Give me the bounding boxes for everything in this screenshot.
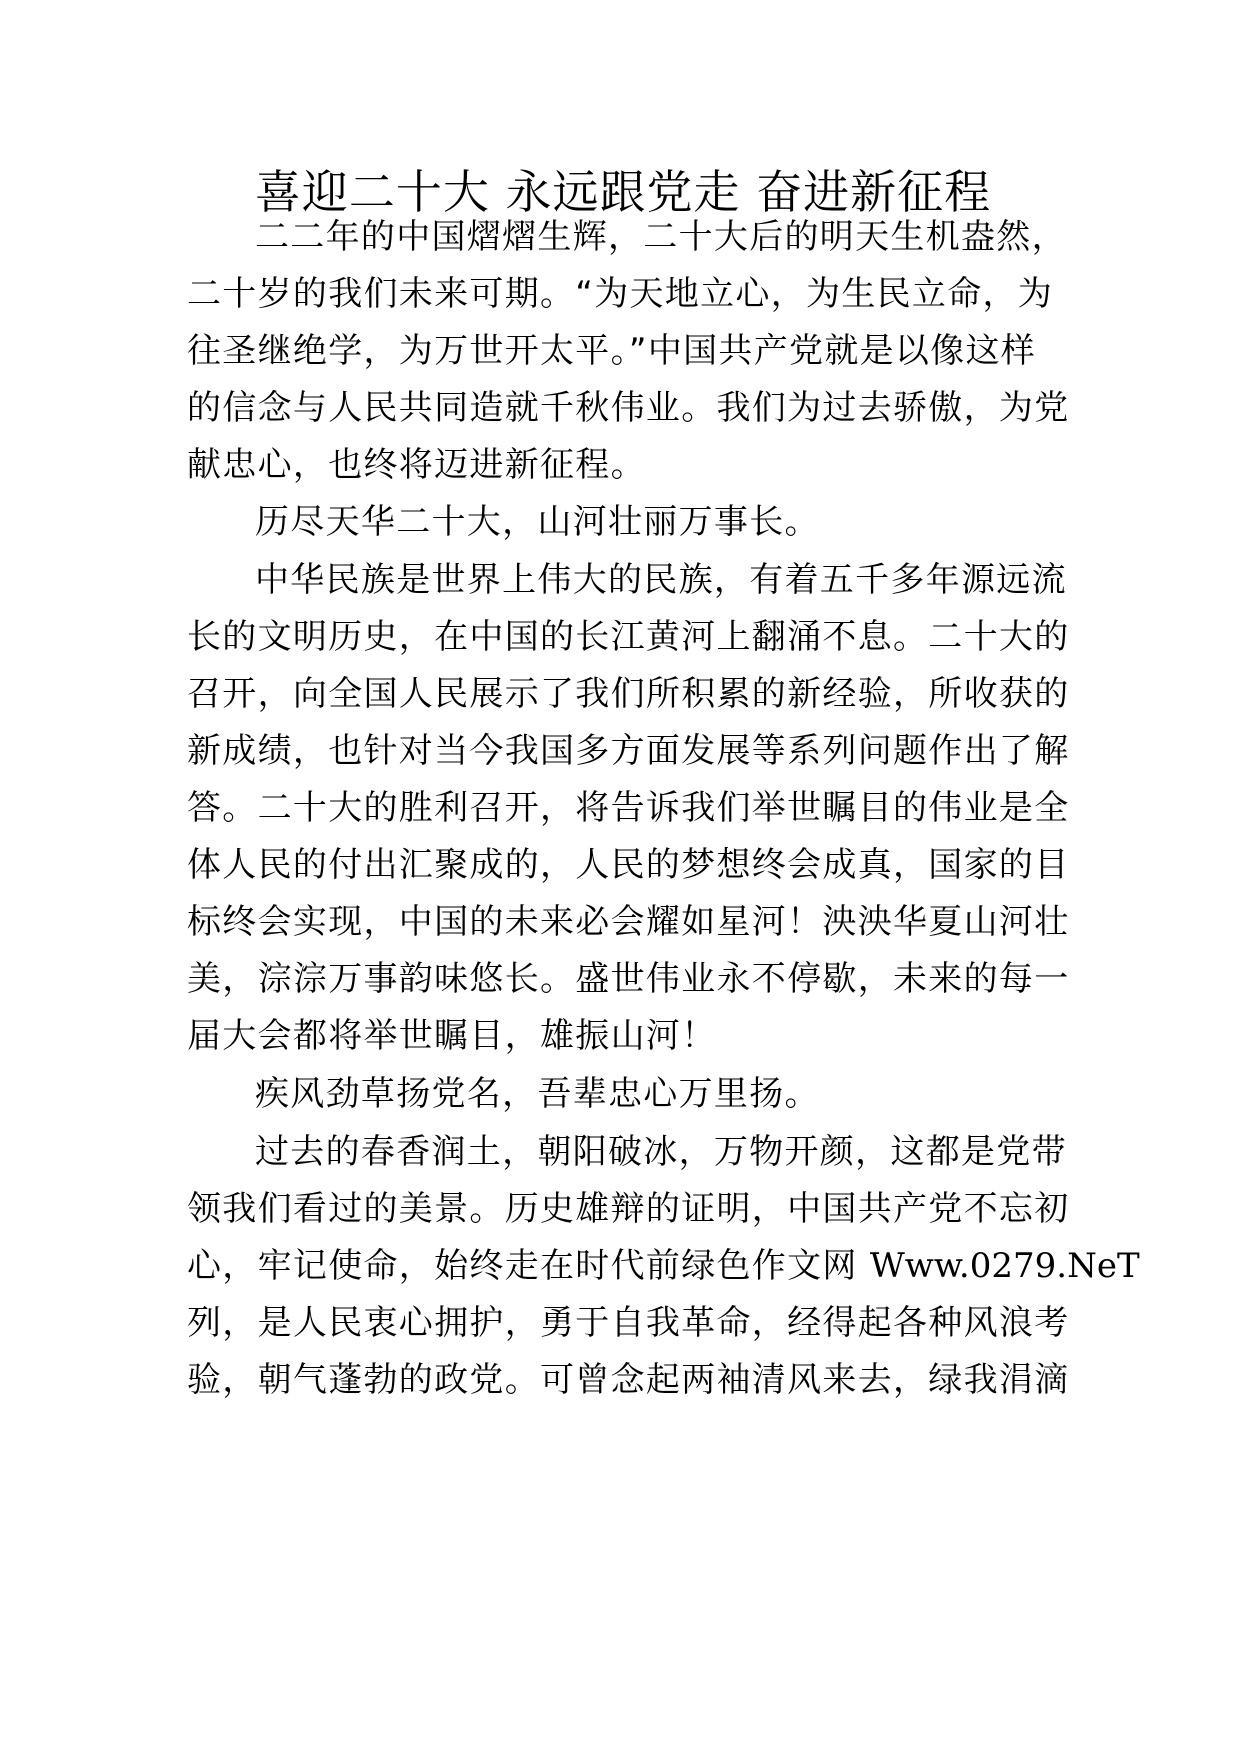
paragraph-2-line-4: 新成绩，也针对当今我国多方面发展等系列问题作出了解 [187,731,1070,771]
paragraph-2-line-8: 美，淙淙万事韵味悠长。盛世伟业永不停歇，未来的每一 [187,959,1070,999]
paragraph-3-line-1: 过去的春香润土，朝阳破冰，万物开颜，这都是党带 [255,1132,1067,1172]
paragraph-1-line-2: 二十岁的我们未来可期。“为天地立心，为生民立命，为 [187,274,1054,314]
website-text: Www.0279.NeT [869,1246,1140,1286]
paragraph-3-line-4: 列，是人民衷心拥护，勇于自我革命，经得起各种风浪考 [187,1303,1070,1343]
paragraph-1-line-5: 献忠心，也终将迈进新征程。 [187,445,646,485]
paragraph-2-line-7: 标终会实现，中国的未来必会耀如星河！泱泱华夏山河壮 [187,902,1070,942]
paragraph-1-line-1: 二二年的中国熠熠生辉，二十大后的明天生机盎然， [255,217,1067,257]
paragraph-3-line-5: 验，朝气蓬勃的政党。可曾念起两袖清风来去，绿我涓滴 [187,1360,1070,1400]
paragraph-2-line-5: 答。二十大的胜利召开，将告诉我们举世瞩目的伟业是全 [187,788,1070,828]
document-title: 喜迎二十大 永远跟党走 奋进新征程 [254,165,992,219]
paragraph-2-line-3: 召开，向全国人民展示了我们所积累的新经验，所收获的 [187,674,1070,714]
section-heading-2: 疾风劲草扬党名，吾辈忠心万里扬。 [255,1074,820,1114]
paragraph-2-line-9: 届大会都将举世瞩目，雄振山河！ [187,1016,717,1056]
paragraph-2-line-2: 长的文明历史，在中国的长江黄河上翻涌不息。二十大的 [187,617,1070,657]
section-heading-1: 历尽天华二十大，山河壮丽万事长。 [255,502,820,542]
paragraph-1-line-4: 的信念与人民共同造就千秋伟业。我们为过去骄傲，为党 [187,388,1070,428]
paragraph-2-line-6: 体人民的付出汇聚成的，人民的梦想终会成真，国家的目 [187,845,1070,885]
paragraph-3-line-2: 领我们看过的美景。历史雄辩的证明，中国共产党不忘初 [187,1189,1070,1229]
paragraph-3-line-3 [187,1239,1140,1293]
paragraph-1-line-3: 往圣继绝学，为万世开太平。”中国共产党就是以像这样 [187,331,1037,371]
paragraph-2-line-1: 中华民族是世界上伟大的民族，有着五千多年源远流 [255,560,1067,600]
paragraph-3-line-3-text: 心，牢记使命，始终走在时代前绿色作文网 [187,1246,858,1286]
